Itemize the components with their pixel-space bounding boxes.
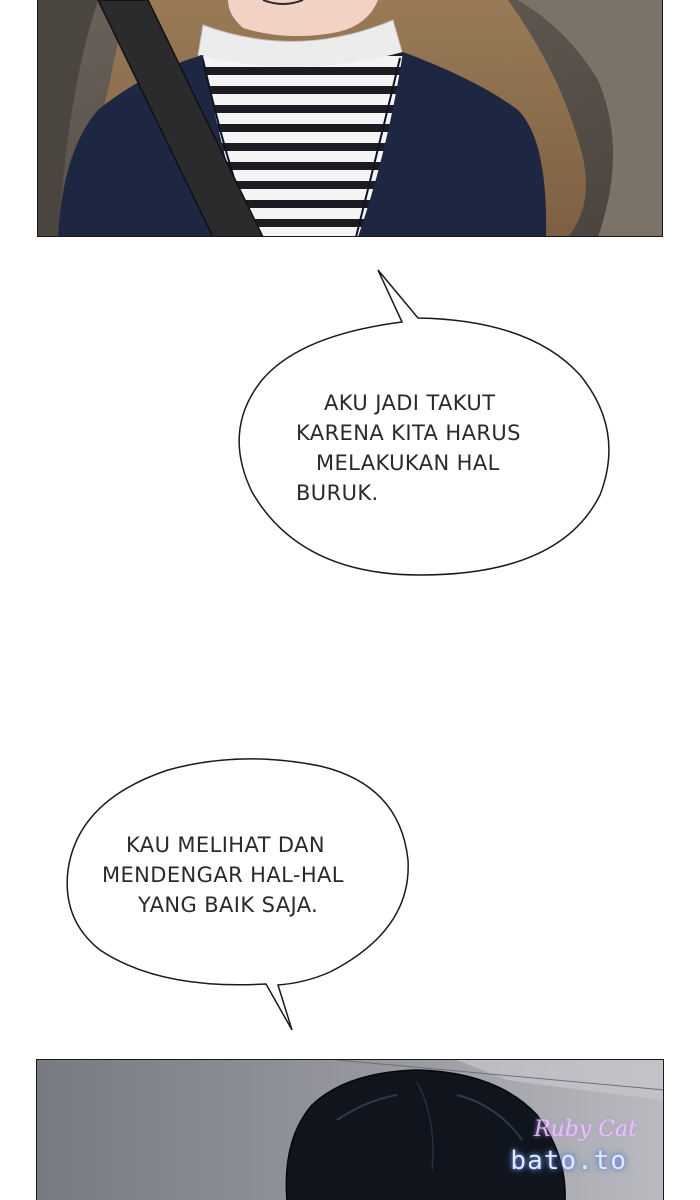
comic-panel-bottom xyxy=(36,1059,664,1200)
bubble-1-line-3: MELAKUKAN HAL xyxy=(316,451,500,475)
bubble-1-line-1: AKU JADI TAKUT xyxy=(324,391,496,415)
bubble-1-line-4: BURUK. xyxy=(296,481,379,505)
bubble-2-line-3: YANG BAIK SAJA. xyxy=(138,893,319,917)
speech-bubble-2-text xyxy=(102,830,344,920)
bubble-1-line-2: KARENA KITA HARUS xyxy=(296,421,521,445)
watermark-site: bato.to xyxy=(510,1146,627,1176)
bubble-2-line-1: KAU MELIHAT DAN xyxy=(126,833,325,857)
bubble-2-line-2: MENDENGAR HAL-HAL xyxy=(102,863,344,887)
speech-bubble-1-text xyxy=(296,388,521,508)
watermark-signature: Ruby Cat xyxy=(533,1117,637,1142)
